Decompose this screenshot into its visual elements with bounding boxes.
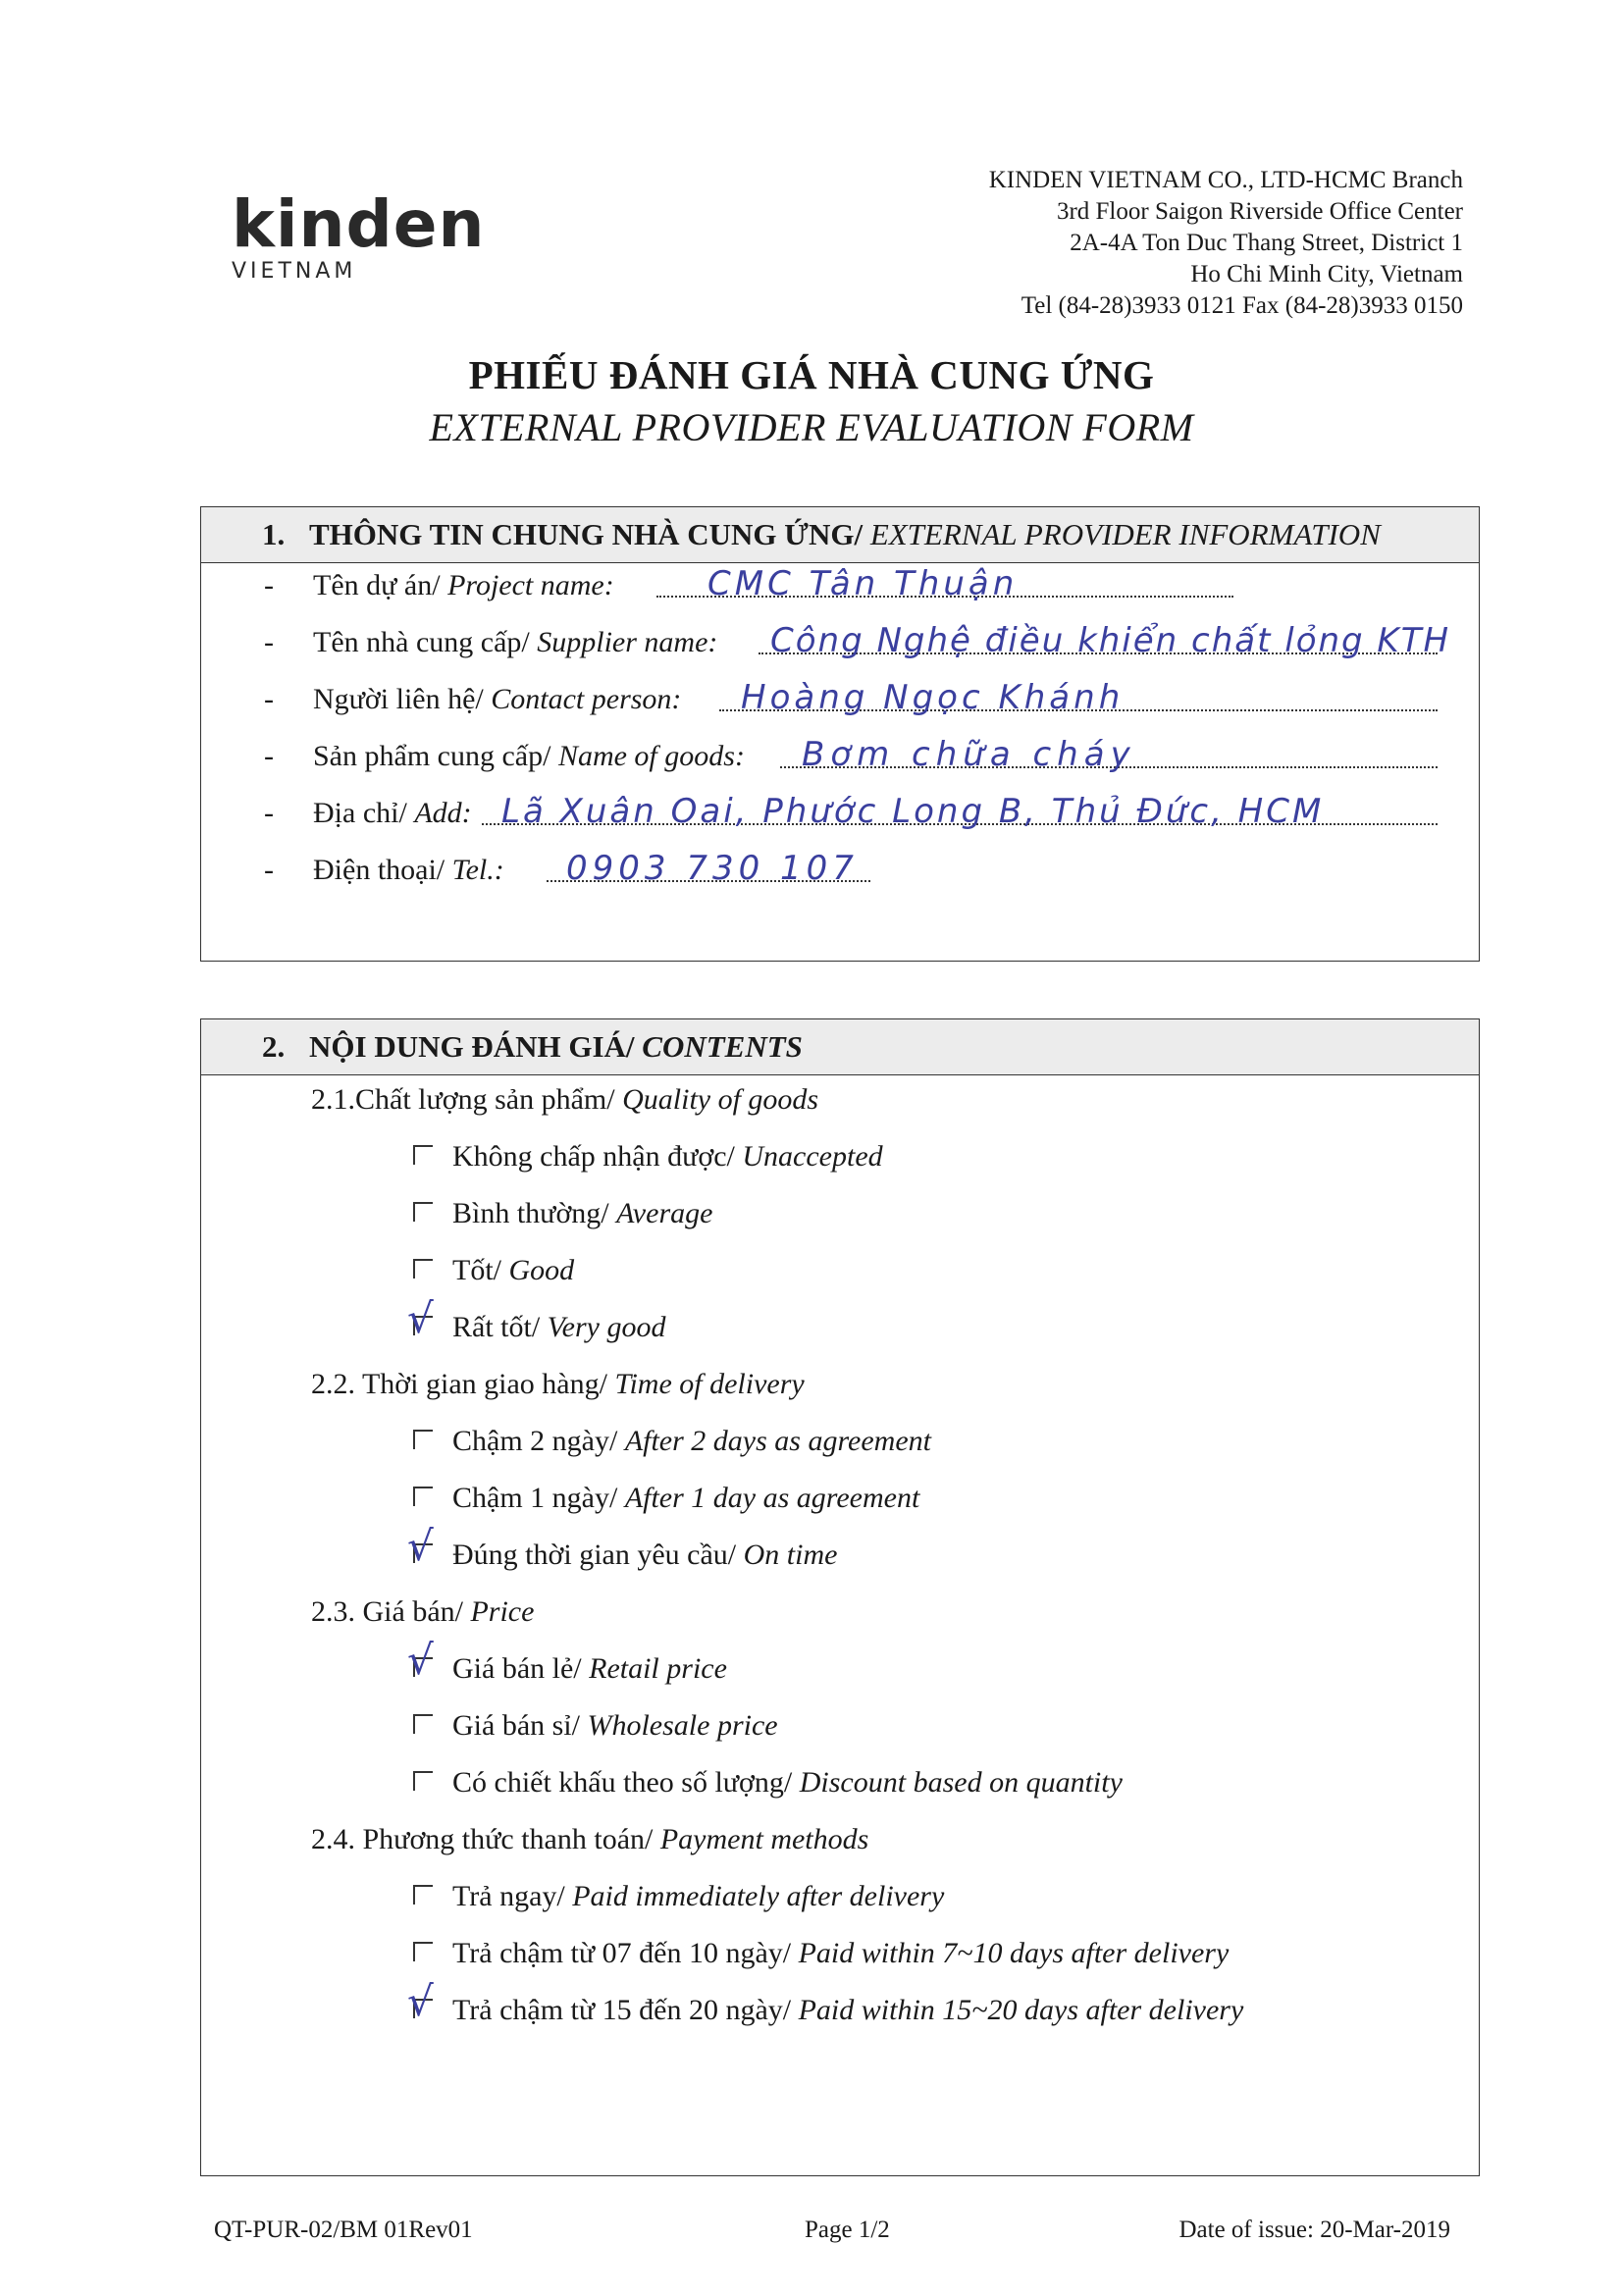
check-mark-icon: √	[407, 1522, 434, 1570]
checkbox[interactable]	[413, 1430, 433, 1449]
page-number: Page 1/2	[805, 2217, 890, 2243]
quality-group-heading: 2.1.Chất lượng sản phẩm/ Quality of goods	[311, 1083, 819, 1116]
phone-value[interactable]: 0903 730 107	[566, 849, 859, 888]
field-label: Tên nhà cung cấp/ Supplier name:	[313, 626, 718, 658]
contact-person-value[interactable]: Hoàng Ngọc Khánh	[741, 678, 1125, 717]
checkbox[interactable]	[413, 1714, 433, 1734]
field-label: Người liên hệ/ Contact person:	[313, 683, 682, 715]
field-label: Điện thoại/ Tel.:	[313, 854, 504, 886]
section-title: NỘI DUNG ĐÁNH GIÁ/ CONTENTS	[309, 1029, 803, 1064]
section-number: 1.	[262, 517, 286, 551]
checkbox[interactable]	[413, 1487, 433, 1506]
checkbox[interactable]	[413, 1145, 433, 1165]
company-address-block	[989, 165, 1463, 322]
logo-subtitle: VIETNAM	[232, 259, 357, 284]
company-address-line: 3rd Floor Saigon Riverside Office Center	[1056, 198, 1463, 225]
logo-wordmark: kinden	[232, 186, 486, 262]
check-mark-icon: √	[407, 1294, 434, 1342]
check-mark-icon: √	[407, 1977, 434, 2025]
checkbox[interactable]	[413, 1885, 433, 1905]
company-phone-fax: Tel (84-28)3933 0121 Fax (84-28)3933 0150	[1021, 292, 1463, 319]
supplier-name-value[interactable]: Công Nghệ điều khiển chất lỏng KTH	[770, 621, 1451, 660]
section-number: 2.	[262, 1029, 286, 1064]
field-label: Sản phẩm cung cấp/ Name of goods:	[313, 740, 745, 772]
form-title-english: EXTERNAL PROVIDER EVALUATION FORM	[429, 405, 1194, 449]
company-city: Ho Chi Minh City, Vietnam	[1190, 261, 1463, 287]
evaluation-contents-section: 2. NỘI DUNG ĐÁNH GIÁ/ CONTENTS 2.1.Chất lượng sản phẩm/ Quality of goods Không chấp nhận được/ Unaccepted Bình thường/ Average Tốt/ Good √ Rất tốt/ Very good 2.2. Thời gian giao hàng/ Time of delivery Chậm 2 ngày/ After 2 days as agreement Chậm 1 ngày/ After 1 day as agreement √ Đúng thời gian yêu cầu/ On time 2.3. Giá bán/ Price √ Giá bán lẻ/ Retail price Giá bán sỉ/ Wholesale price Có chiết khấu theo số lượng/ Discount based on quantity 2.4. Phương thức thanh toán/ Payment methods Trả ngay/ Paid immediately after delivery Trả chậm từ 07 đến 10 ngày/ Paid within 7~10 days after delivery √ Trả chậm từ 15 đến 20 ngày/ Paid within 15~20 days after delivery	[200, 1018, 1480, 2176]
goods-name-value[interactable]: Bơm chữa cháy	[802, 735, 1136, 774]
checkbox[interactable]	[413, 1202, 433, 1222]
checkbox[interactable]	[413, 1259, 433, 1278]
provider-information-section: 1. THÔNG TIN CHUNG NHÀ CUNG ỨNG/ EXTERNAL PROVIDER INFORMATION - Tên dự án/ Project name: CMC Tân Thuận - Tên nhà cung cấp/ Supplier name: Công Nghệ điều khiển chất lỏng KTH - Người liên hệ/ Contact person: Hoàng Ngọc Khánh - Sản phẩm cung cấp/ Name of goods: Bơm chữa cháy - Địa chỉ/ Add: Lã Xuân Oai, Phước Long B, Thủ Đức, HCM - Điện thoại/ Tel.: 0903 730 107	[200, 506, 1480, 962]
section-2-header	[201, 1019, 1479, 1075]
section-1-header	[201, 507, 1479, 563]
checkbox[interactable]	[413, 1942, 433, 1961]
company-logo	[232, 186, 486, 290]
check-mark-icon: √	[407, 1636, 434, 1684]
section-title: THÔNG TIN CHUNG NHÀ CUNG ỨNG/ EXTERNAL PROVIDER INFORMATION	[309, 517, 1381, 551]
checkbox[interactable]	[413, 1771, 433, 1791]
field-label: Tên dự án/ Project name:	[313, 569, 614, 601]
payment-group-heading: 2.4. Phương thức thanh toán/ Payment methods	[311, 1823, 869, 1855]
company-address-line: 2A-4A Ton Duc Thang Street, District 1	[1070, 230, 1463, 256]
delivery-group-heading: 2.2. Thời gian giao hàng/ Time of delivery	[311, 1368, 805, 1400]
form-title-vietnamese: PHIẾU ĐÁNH GIÁ NHÀ CUNG ỨNG	[468, 352, 1155, 397]
company-name: KINDEN VIETNAM CO., LTD-HCMC Branch	[988, 167, 1463, 193]
date-of-issue: Date of issue: 20-Mar-2019	[1178, 2217, 1450, 2243]
form-code: QT-PUR-02/BM 01Rev01	[214, 2217, 473, 2243]
price-group-heading: 2.3. Giá bán/ Price	[311, 1595, 535, 1628]
field-label: Địa chỉ/ Add:	[313, 797, 472, 829]
address-value[interactable]: Lã Xuân Oai, Phước Long B, Thủ Đức, HCM	[501, 792, 1325, 831]
project-name-value[interactable]: CMC Tân Thuận	[707, 564, 1019, 603]
